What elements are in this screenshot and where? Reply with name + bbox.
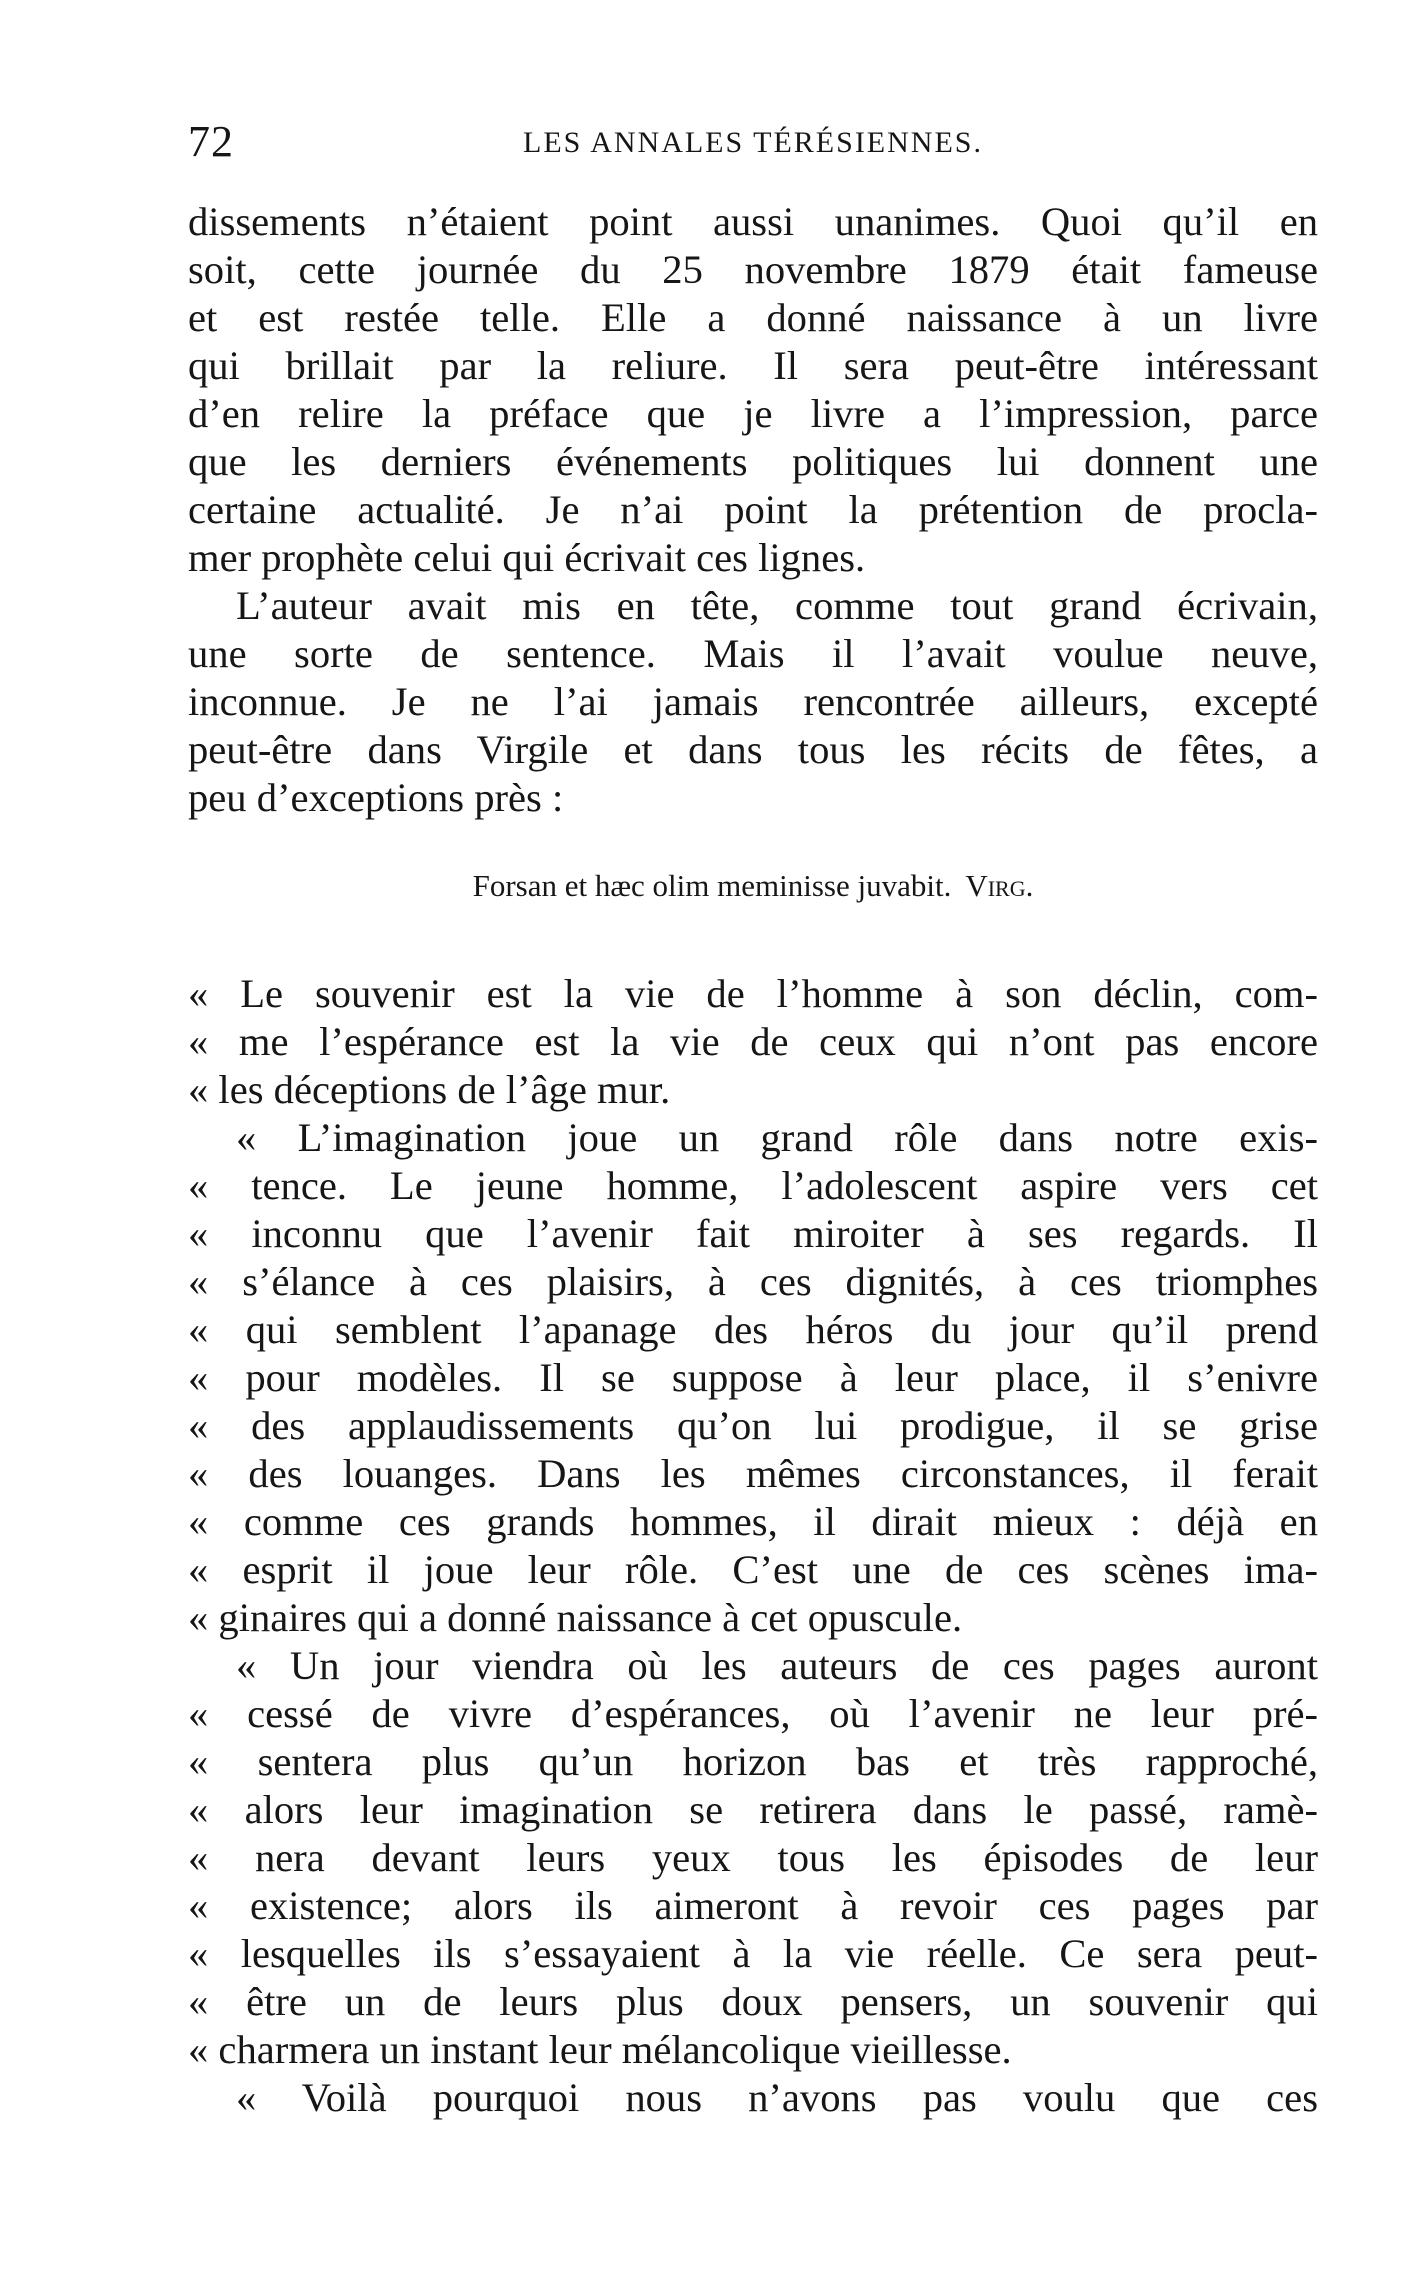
quoted-preface [188, 970, 1318, 2122]
text-line: une sorte de sentence. Mais il l’avait voulue neuve, [188, 631, 1318, 676]
text-line: certaine actualité. Je n’ai point la prétention de procla- [188, 487, 1318, 532]
quote-line: « existence; alors ils aimeront à revoir ces pages par [188, 1883, 1318, 1928]
page-number: 72 [188, 117, 234, 166]
quote-line: « inconnu que l’avenir fait miroiter à ses regards. Il [188, 1211, 1318, 1256]
text-line: mer prophète celui qui écrivait ces lignes. [188, 535, 866, 580]
text-line: inconnue. Je ne l’ai jamais rencontrée ailleurs, excepté [188, 679, 1318, 724]
text-line: d’en relire la préface que je livre a l’impression, parce [188, 391, 1318, 436]
epigraph [188, 862, 1318, 910]
running-title: LES ANNALES TÉRÉSIENNES. [523, 126, 983, 159]
quote-line: « Le souvenir est la vie de l’homme à son déclin, com- [188, 971, 1318, 1016]
quote-line: « me l’espérance est la vie de ceux qui n’ont pas encore [188, 1019, 1318, 1064]
quote-line: « comme ces grands hommes, il dirait mieux : déjà en [188, 1499, 1318, 1544]
quote-line: « être un de leurs plus doux pensers, un souvenir qui [188, 1979, 1318, 2024]
quote-line: « des applaudissements qu’on lui prodigue, il se grise [188, 1403, 1318, 1448]
text-line: soit, cette journée du 25 novembre 1879 était fameuse [188, 247, 1318, 292]
text-line: et est restée telle. Elle a donné naissance à un livre [188, 295, 1318, 340]
text-line: L’auteur avait mis en tête, comme tout grand écrivain, [236, 583, 1318, 628]
quote-line: « L’imagination joue un grand rôle dans notre exis- [236, 1115, 1318, 1160]
epigraph-author: Virg. [965, 868, 1034, 903]
quote-line: « Un jour viendra où les auteurs de ces pages auront [236, 1643, 1318, 1688]
quote-line: « les déceptions de l’âge mur. [188, 1067, 671, 1112]
quote-line: « ginaires qui a donné naissance à cet opuscule. [188, 1595, 963, 1640]
text-line: peut-être dans Virgile et dans tous les récits de fêtes, a [188, 727, 1318, 772]
quote-line: « des louanges. Dans les mêmes circonstances, il ferait [188, 1451, 1318, 1496]
body-paragraphs [188, 198, 1318, 822]
quote-line: « s’élance à ces plaisirs, à ces dignités, à ces triomphes [188, 1259, 1318, 1304]
text-line: qui brillait par la reliure. Il sera peut-être intéressant [188, 343, 1318, 388]
page-header [188, 116, 1318, 176]
quote-line: « Voilà pourquoi nous n’avons pas voulu que ces [236, 2075, 1318, 2120]
quote-line: « pour modèles. Il se suppose à leur place, il s’enivre [188, 1355, 1318, 1400]
quote-line: « charmera un instant leur mélancolique vieillesse. [188, 2027, 1012, 2072]
quote-line: « esprit il joue leur rôle. C’est une de ces scènes ima- [188, 1547, 1318, 1592]
quote-line: « nera devant leurs yeux tous les épisodes de leur [188, 1835, 1318, 1880]
text-line: peu d’exceptions près : [188, 775, 564, 820]
quote-line: « qui semblent l’apanage des héros du jour qu’il prend [188, 1307, 1318, 1352]
text-line: que les derniers événements politiques lui donnent une [188, 439, 1318, 484]
quote-line: « lesquelles ils s’essayaient à la vie réelle. Ce sera peut- [188, 1931, 1318, 1976]
text-line: dissements n’étaient point aussi unanimes. Quoi qu’il en [188, 199, 1318, 244]
quote-line: « tence. Le jeune homme, l’adolescent aspire vers cet [188, 1163, 1318, 1208]
quote-line: « sentera plus qu’un horizon bas et très rapproché, [188, 1739, 1318, 1784]
quote-line: « alors leur imagination se retirera dans le passé, ramè- [188, 1787, 1318, 1832]
epigraph-text: Forsan et hæc olim meminisse juvabit. [472, 868, 952, 903]
quote-line: « cessé de vivre d’espérances, où l’avenir ne leur pré- [188, 1691, 1318, 1736]
